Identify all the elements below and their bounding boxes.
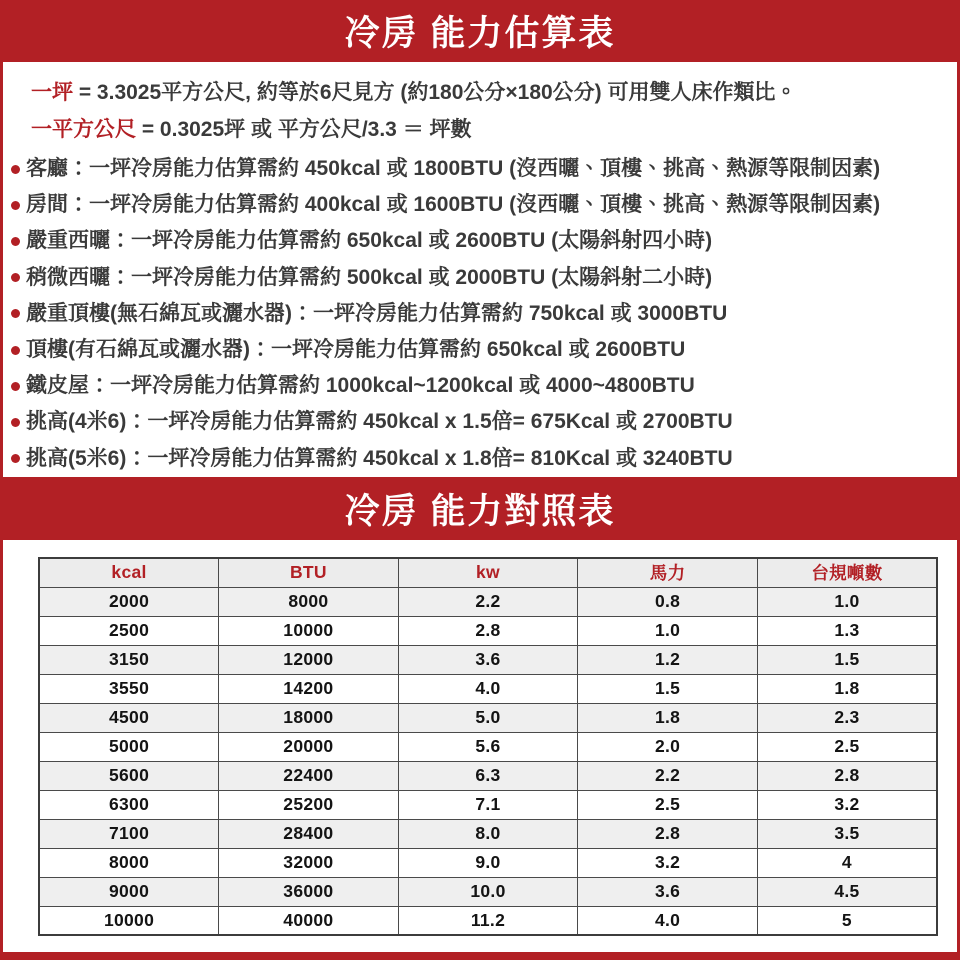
cell-kcal: 5000 xyxy=(39,732,219,761)
column-header: kcal xyxy=(39,558,219,587)
cell-tonnage: 3.5 xyxy=(757,819,937,848)
bullet-text: 挑高(5米6)：一坪冷房能力估算需約 450kcal x 1.8倍= 810Kcal 或 3240BTU xyxy=(26,446,733,470)
comparison-title: 冷房 能力對照表 xyxy=(344,491,616,531)
cell-kw: 11.2 xyxy=(398,906,578,935)
bullet-item xyxy=(11,223,951,259)
cell-horsepower: 1.0 xyxy=(578,616,758,645)
estimation-bullet-list xyxy=(11,151,951,477)
bullet-dot-icon xyxy=(11,382,20,391)
cell-kcal: 3150 xyxy=(39,645,219,674)
bullet-dot-icon xyxy=(11,454,20,463)
bullet-text: 嚴重頂樓(無石綿瓦或灑水器)：一坪冷房能力估算需約 750kcal 或 3000BTU xyxy=(26,301,728,325)
table-row xyxy=(39,906,937,935)
bullet-dot-icon xyxy=(11,237,20,246)
capacity-comparison-table xyxy=(38,557,938,936)
cell-kw: 2.2 xyxy=(398,587,578,616)
cell-tonnage: 5 xyxy=(757,906,937,935)
bullet-item xyxy=(11,260,951,296)
table-row xyxy=(39,645,937,674)
bullet-item xyxy=(11,368,951,404)
cell-kw: 5.0 xyxy=(398,703,578,732)
cell-btu: 28400 xyxy=(219,819,399,848)
intro-line-sqm xyxy=(31,111,951,148)
cell-btu: 40000 xyxy=(219,906,399,935)
table-row xyxy=(39,616,937,645)
cell-kcal: 6300 xyxy=(39,790,219,819)
cell-kcal: 2500 xyxy=(39,616,219,645)
bullet-dot-icon xyxy=(11,309,20,318)
cell-btu: 10000 xyxy=(219,616,399,645)
table-header-row xyxy=(39,558,937,587)
table-row xyxy=(39,674,937,703)
bullet-text: 鐵皮屋：一坪冷房能力估算需約 1000kcal~1200kcal 或 4000~4800BTU xyxy=(26,374,695,398)
bullet-item xyxy=(11,187,951,223)
cell-horsepower: 1.2 xyxy=(578,645,758,674)
cell-kcal: 4500 xyxy=(39,703,219,732)
table-row xyxy=(39,819,937,848)
cell-btu: 8000 xyxy=(219,587,399,616)
table-row xyxy=(39,790,937,819)
intro-term: 一平方公尺 xyxy=(31,118,136,141)
cell-kw: 5.6 xyxy=(398,732,578,761)
bullet-dot-icon xyxy=(11,418,20,427)
table-body xyxy=(39,587,937,935)
cell-kcal: 5600 xyxy=(39,761,219,790)
table-row xyxy=(39,848,937,877)
intro-lines xyxy=(31,74,951,148)
column-header: kw xyxy=(398,558,578,587)
cell-kcal: 7100 xyxy=(39,819,219,848)
bullet-text: 嚴重西曬：一坪冷房能力估算需約 650kcal 或 2600BTU (太陽斜射四小時) xyxy=(26,229,713,253)
cell-btu: 18000 xyxy=(219,703,399,732)
cell-kw: 8.0 xyxy=(398,819,578,848)
bullet-text: 挑高(4米6)：一坪冷房能力估算需約 450kcal x 1.5倍= 675Kcal 或 2700BTU xyxy=(26,410,733,434)
bullet-dot-icon xyxy=(11,346,20,355)
intro-text: = 0.3025坪 或 平方公尺/3.3 ＝ 坪數 xyxy=(136,118,472,141)
intro-term: 一坪 xyxy=(31,81,73,104)
bullet-dot-icon xyxy=(11,273,20,282)
bullet-item xyxy=(11,404,951,440)
estimation-section xyxy=(3,62,957,477)
cell-horsepower: 3.2 xyxy=(578,848,758,877)
column-header: 馬力 xyxy=(578,558,758,587)
table-row xyxy=(39,761,937,790)
table-head xyxy=(39,558,937,587)
bullet-text: 稍微西曬：一坪冷房能力估算需約 500kcal 或 2000BTU (太陽斜射二小時) xyxy=(26,265,713,289)
bullet-dot-icon xyxy=(11,201,20,210)
cell-btu: 20000 xyxy=(219,732,399,761)
cell-tonnage: 2.8 xyxy=(757,761,937,790)
cell-kcal: 3550 xyxy=(39,674,219,703)
cell-kw: 2.8 xyxy=(398,616,578,645)
cell-btu: 22400 xyxy=(219,761,399,790)
column-header: 台規噸數 xyxy=(757,558,937,587)
table-row xyxy=(39,732,937,761)
bullet-text: 頂樓(有石綿瓦或灑水器)：一坪冷房能力估算需約 650kcal 或 2600BTU xyxy=(26,338,686,362)
cell-tonnage: 2.3 xyxy=(757,703,937,732)
cell-kcal: 10000 xyxy=(39,906,219,935)
cell-btu: 32000 xyxy=(219,848,399,877)
cell-horsepower: 2.2 xyxy=(578,761,758,790)
table-row xyxy=(39,703,937,732)
cell-tonnage: 1.5 xyxy=(757,645,937,674)
cell-horsepower: 0.8 xyxy=(578,587,758,616)
cell-tonnage: 4.5 xyxy=(757,877,937,906)
cell-tonnage: 1.0 xyxy=(757,587,937,616)
bullet-item xyxy=(11,332,951,368)
cell-horsepower: 1.8 xyxy=(578,703,758,732)
cell-kw: 10.0 xyxy=(398,877,578,906)
cell-horsepower: 4.0 xyxy=(578,906,758,935)
intro-line-ping xyxy=(31,74,951,111)
table-row xyxy=(39,587,937,616)
table-row xyxy=(39,877,937,906)
bullet-text: 客廳：一坪冷房能力估算需約 450kcal 或 1800BTU (沒西曬、頂樓、挑高、熱源等限制因素) xyxy=(26,157,881,180)
cell-kw: 7.1 xyxy=(398,790,578,819)
cell-kw: 6.3 xyxy=(398,761,578,790)
cell-kcal: 2000 xyxy=(39,587,219,616)
cell-btu: 14200 xyxy=(219,674,399,703)
bullet-item xyxy=(11,441,951,477)
cell-btu: 36000 xyxy=(219,877,399,906)
cell-tonnage: 3.2 xyxy=(757,790,937,819)
cell-tonnage: 4 xyxy=(757,848,937,877)
cell-btu: 12000 xyxy=(219,645,399,674)
cell-horsepower: 3.6 xyxy=(578,877,758,906)
cell-horsepower: 2.8 xyxy=(578,819,758,848)
bullet-text: 房間：一坪冷房能力估算需約 400kcal 或 1600BTU (沒西曬、頂樓、挑高、熱源等限制因素) xyxy=(26,193,881,217)
cell-tonnage: 1.3 xyxy=(757,616,937,645)
cell-horsepower: 1.5 xyxy=(578,674,758,703)
cell-kw: 3.6 xyxy=(398,645,578,674)
estimation-title: 冷房 能力估算表 xyxy=(344,14,616,53)
cell-kw: 9.0 xyxy=(398,848,578,877)
intro-text: = 3.3025平方公尺, 約等於6尺見方 (約180公分×180公分) 可用雙人床作類比。 xyxy=(73,81,797,104)
comparison-banner xyxy=(3,477,957,540)
cell-tonnage: 2.5 xyxy=(757,732,937,761)
comparison-section xyxy=(3,557,957,960)
cell-kw: 4.0 xyxy=(398,674,578,703)
cell-btu: 25200 xyxy=(219,790,399,819)
bullet-dot-icon xyxy=(11,165,20,174)
cell-tonnage: 1.8 xyxy=(757,674,937,703)
cell-kcal: 8000 xyxy=(39,848,219,877)
cell-horsepower: 2.0 xyxy=(578,732,758,761)
estimation-banner xyxy=(3,0,957,62)
cell-horsepower: 2.5 xyxy=(578,790,758,819)
bullet-item xyxy=(11,151,951,187)
bullet-item xyxy=(11,296,951,332)
column-header: BTU xyxy=(219,558,399,587)
cell-kcal: 9000 xyxy=(39,877,219,906)
bottom-accent-bar xyxy=(3,952,957,960)
